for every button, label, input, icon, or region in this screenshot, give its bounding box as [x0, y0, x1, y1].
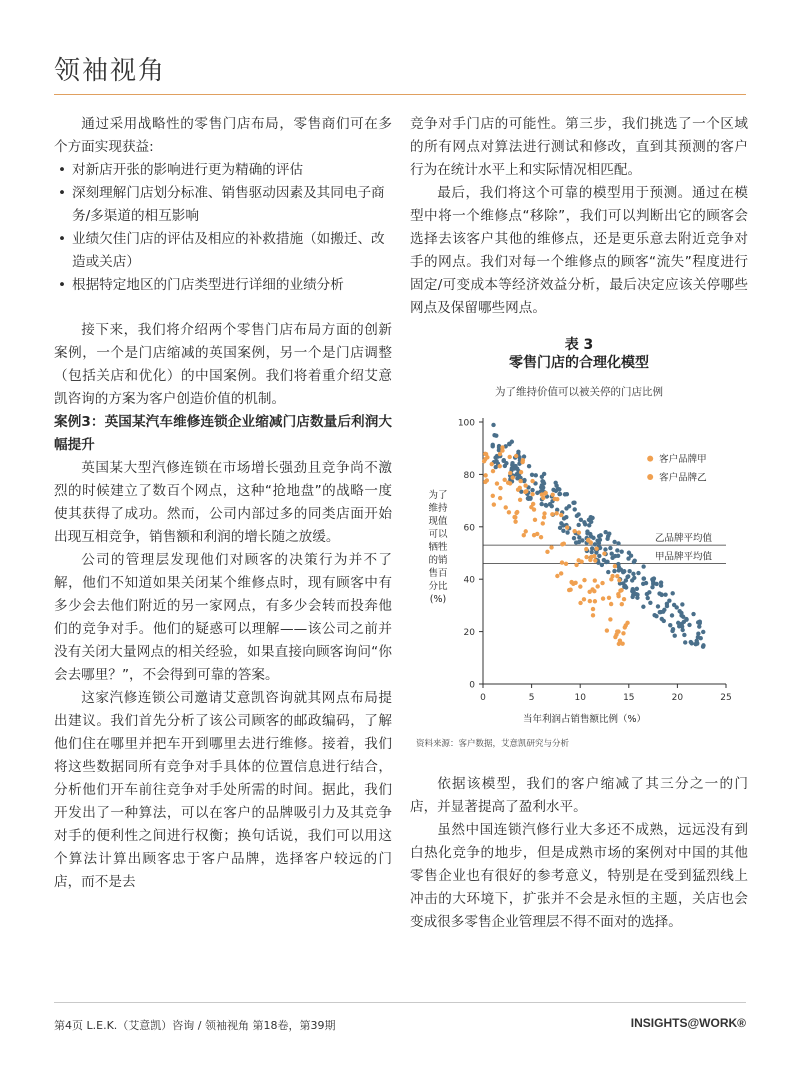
series-a-point: [585, 529, 589, 533]
series-b-point: [530, 479, 534, 483]
series-b-point: [568, 588, 572, 592]
series-b-point: [600, 581, 604, 585]
series-b-point: [589, 555, 593, 559]
series-a-point: [565, 492, 569, 496]
y-axis-label-line: (%): [429, 594, 447, 605]
y-axis-label-line: 售百: [428, 568, 448, 579]
series-a-point: [616, 541, 620, 545]
series-a-point: [636, 571, 640, 575]
series-a-point: [494, 465, 498, 469]
x-tick-label: 25: [720, 693, 732, 703]
series-b-point: [555, 574, 559, 578]
series-a-point: [631, 587, 635, 591]
footer-divider: [54, 1002, 746, 1003]
series-b-point: [605, 628, 609, 632]
table-number: 表 3: [564, 337, 594, 353]
left-column: [54, 113, 392, 894]
page-title: 领袖视角: [54, 56, 167, 86]
chart-heading: [410, 336, 748, 399]
series-a-point: [617, 568, 621, 572]
series-a-point: [530, 473, 534, 477]
bullet-icon: •: [58, 185, 67, 201]
series-a-point: [690, 641, 694, 645]
series-b-point: [490, 462, 494, 466]
series-a-point: [665, 604, 669, 608]
series-a-point: [562, 516, 566, 520]
series-a-point: [530, 488, 534, 492]
series-a-point: [695, 639, 699, 643]
series-b-point: [518, 486, 522, 490]
series-a-point: [582, 520, 586, 524]
series-a-point: [696, 631, 700, 635]
series-a-point: [670, 613, 674, 617]
series-a-point: [501, 459, 505, 463]
series-b-point: [533, 518, 537, 522]
series-a-point: [559, 521, 563, 525]
series-b-point: [593, 599, 597, 603]
series-b-point: [578, 601, 582, 605]
legend-label-b: 客户品牌乙: [659, 472, 707, 484]
series-b-point: [550, 512, 554, 516]
series-a-point: [615, 548, 619, 552]
series-b-point: [524, 529, 528, 533]
series-b-point: [498, 486, 502, 490]
series-b-point: [574, 563, 578, 567]
y-axis-label-line: 为了: [428, 490, 448, 501]
series-b-point: [620, 641, 624, 645]
paragraph: 竞争对手门店的可能性。第三步，我们挑选了一个区域的所有网点对算法进行测试和修改，直到其预测的客户行为在统计水平上和实际情况相匹配。: [410, 116, 748, 178]
right-column: [410, 113, 748, 320]
series-a-point: [604, 560, 608, 564]
series-b-point: [492, 502, 496, 506]
series-b-point: [529, 505, 533, 509]
series-b-point: [590, 587, 594, 591]
paragraph: 最后，我们将这个可靠的模型用于预测。通过在模型中将一个维修点“移除”，我们可以判断出它的顾客会选择去该客户其他的维修点，还是更乐意去附近竞争对手的网点。我们对每一个维修点的顾客“流失”程度进行固定/可变成本等经济效益分析，最后决定应该关停哪些网点及保留哪些网点。: [410, 185, 748, 316]
chart-source: 资料来源：客户数据，艾意凯研究与分析: [416, 739, 570, 749]
series-b-point: [500, 445, 504, 449]
series-a-point: [630, 578, 634, 582]
series-a-point: [598, 538, 602, 542]
y-tick-label: 80: [463, 470, 475, 481]
series-b-point: [504, 505, 508, 509]
series-b-point: [613, 564, 617, 568]
series-a-point: [656, 604, 660, 608]
series-a-point: [603, 530, 607, 534]
series-b-point: [518, 498, 522, 502]
series-a-point: [672, 603, 676, 607]
series-a-point: [590, 546, 594, 550]
series-b-point: [560, 542, 564, 546]
series-b-point: [508, 471, 512, 475]
series-a-point: [558, 526, 562, 530]
series-a-point: [599, 533, 603, 537]
reference-line-label: 乙品牌平均值: [654, 533, 712, 545]
series-a-point: [535, 491, 539, 495]
series-a-point: [691, 612, 695, 616]
list-item: • 根据特定地区的门店类型进行详细的业绩分析: [54, 274, 392, 297]
series-b-point: [519, 470, 523, 474]
series-b-point: [559, 513, 563, 517]
series-a-point: [612, 569, 616, 573]
series-b-point: [569, 580, 573, 584]
series-a-point: [591, 536, 595, 540]
y-tick-label: 0: [469, 680, 475, 691]
series-a-point: [635, 596, 639, 600]
series-b-point: [602, 551, 606, 555]
series-a-point: [698, 621, 702, 625]
series-b-point: [498, 452, 502, 456]
series-b-point: [619, 588, 623, 592]
series-a-point: [606, 570, 610, 574]
series-a-point: [641, 582, 645, 586]
y-axis-label-line: 牺牲: [428, 542, 448, 553]
series-b-point: [498, 496, 502, 500]
series-b-point: [541, 521, 545, 525]
table-title: 零售门店的合理化模型: [509, 355, 649, 371]
series-a-point: [603, 547, 607, 551]
x-tick-label: 15: [623, 693, 635, 703]
series-a-point: [589, 520, 593, 524]
series-a-point: [593, 542, 597, 546]
series-a-point: [522, 478, 526, 482]
series-b-point: [550, 492, 554, 496]
series-a-point: [651, 577, 655, 581]
series-a-point: [575, 514, 579, 518]
series-a-point: [659, 592, 663, 596]
series-a-point: [612, 540, 616, 544]
series-a-point: [683, 640, 687, 644]
y-tick-label: 40: [463, 575, 475, 586]
bullet-icon: •: [58, 277, 67, 293]
series-b-point: [573, 581, 577, 585]
legend-label-a: 客户品牌甲: [659, 454, 707, 466]
series-b-point: [539, 535, 543, 539]
series-a-point: [627, 569, 631, 573]
series-a-point: [550, 504, 554, 508]
series-a-point: [641, 605, 645, 609]
series-b-point: [609, 577, 613, 581]
series-a-point: [576, 523, 580, 527]
paragraph: 这家汽修连锁公司邀请艾意凯咨询就其网点布局提出建议。我们首先分析了该公司顾客的邮政编码，了解他们住在哪里并把车开到哪里去进行维修。接着，我们将这些数据同所有竞争对手具体的位置信息进行结合，分析他们开车前往竞争对手处所需的时间。据此，我们开发出了一种算法，可以在客户的品牌吸引力及其竞争对手的便利性之间进行权衡；换句话说，我们可以用这个算法计算出顾客忠于客户品牌，选择客户较远的门店，而不是去: [54, 690, 392, 890]
series-b-point: [530, 492, 534, 496]
series-a-point: [687, 623, 691, 627]
series-a-point: [571, 501, 575, 505]
series-a-point: [622, 569, 626, 573]
series-b-point: [543, 492, 547, 496]
series-a-point: [572, 536, 576, 540]
series-b-point: [616, 592, 620, 596]
series-a-point: [510, 461, 514, 465]
y-tick-label: 100: [457, 418, 475, 429]
series-a-point: [659, 580, 663, 584]
series-a-point: [631, 572, 635, 576]
series-a-point: [673, 634, 677, 638]
footer-citation: 第4页 L.E.K.（艾意凯）咨询 / 领袖视角 第18卷，第39期: [54, 1019, 336, 1032]
series-b-point: [506, 481, 510, 485]
series-a-point: [635, 587, 639, 591]
series-b-point: [523, 483, 527, 487]
series-b-point: [582, 597, 586, 601]
list-item: • 业绩欠佳门店的评估及相应的补救措施（如搬迁、改造或关店）: [54, 228, 392, 274]
series-a-point: [670, 591, 674, 595]
paragraph: 依据该模型，我们的客户缩减了其三分之一的门店，并显著提高了盈利水平。: [410, 776, 748, 815]
series-a-point: [558, 492, 562, 496]
series-b-point: [595, 584, 599, 588]
series-a-point: [608, 546, 612, 550]
series-b-point: [532, 533, 536, 537]
series-b-point: [513, 519, 517, 523]
series-b-point: [601, 596, 605, 600]
series-b-point: [615, 574, 619, 578]
series-a-point: [684, 617, 688, 621]
series-a-point: [539, 485, 543, 489]
series-a-point: [670, 629, 674, 633]
scatter-chart-svg: [416, 400, 748, 750]
series-a-point: [574, 540, 578, 544]
series-b-point: [572, 529, 576, 533]
series-a-point: [677, 609, 681, 613]
series-a-point: [494, 433, 498, 437]
series-b-point: [514, 454, 518, 458]
y-axis-label-line: 可以: [428, 529, 448, 540]
series-b-point: [609, 602, 613, 606]
series-a-point: [633, 558, 637, 562]
series-b-point: [559, 571, 563, 575]
series-b-point: [483, 473, 487, 477]
series-b-point: [613, 635, 617, 639]
series-a-point: [701, 630, 705, 634]
scatter-chart: [416, 400, 748, 750]
series-b-point: [502, 478, 506, 482]
series-a-point: [534, 473, 538, 477]
series-a-point: [600, 563, 604, 567]
series-a-point: [542, 472, 546, 476]
y-axis-label-line: 现值: [428, 516, 448, 527]
series-a-point: [527, 464, 531, 468]
series-b-point: [594, 546, 598, 550]
series-b-point: [564, 562, 568, 566]
series-b-point: [625, 621, 629, 625]
series-b-point: [591, 613, 595, 617]
series-b-point: [582, 578, 586, 582]
series-b-point: [584, 547, 588, 551]
series-a-point: [677, 624, 681, 628]
series-a-point: [573, 507, 577, 511]
series-b-point: [593, 578, 597, 582]
series-a-point: [641, 564, 645, 568]
series-a-point: [554, 489, 558, 493]
series-a-point: [539, 502, 543, 506]
series-b-point: [607, 596, 611, 600]
series-b-point: [617, 578, 621, 582]
series-b-point: [498, 464, 502, 468]
series-a-point: [662, 619, 666, 623]
series-b-point: [584, 555, 588, 559]
header-divider: [54, 94, 746, 95]
paragraph: 公司的管理层发现他们对顾客的决策行为并不了解，他们不知道如果关闭某个维修点时，现有顾客中有多少会去他们附近的另一家网点，有多少会转而投奔他们的竞争对手。他们的疑惑可以理解——该公司之前并没有关闭大量网点的相关经验，如果直接向顾客询问“你会去哪里？”，不会得到可靠的答案。: [54, 552, 392, 683]
series-a-point: [491, 444, 495, 448]
series-a-point: [553, 481, 557, 485]
series-b-point: [522, 533, 526, 537]
series-a-point: [659, 610, 663, 614]
series-b-point: [554, 511, 558, 515]
series-b-point: [518, 479, 522, 483]
series-b-point: [578, 584, 582, 588]
series-a-point: [650, 585, 654, 589]
series-b-point: [485, 455, 489, 459]
x-tick-label: 5: [528, 693, 535, 703]
right-column-lower: [410, 773, 748, 934]
series-b-point: [514, 511, 518, 515]
series-a-point: [507, 442, 511, 446]
paragraph: 虽然中国连锁汽修行业大多还不成熟，远远没有到白热化竞争的地步，但是成熟市场的案例对中国的其他零售企业也有很好的参考意义，特别是在受到猛烈线上冲击的大环境下，扩张并不会是永恒的主题，关店也会变成很多零售企业管理层不得不面对的选择。: [410, 822, 748, 930]
intro-paragraph: 通过采用战略性的零售门店布局，零售商们可在多个方面实现获益:: [54, 116, 392, 155]
series-a-point: [668, 623, 672, 627]
y-tick-label: 60: [463, 523, 475, 534]
legend-marker-b: [647, 474, 653, 480]
series-a-point: [564, 506, 568, 510]
series-b-point: [495, 481, 499, 485]
series-a-point: [626, 574, 630, 578]
series-b-point: [483, 480, 487, 484]
series-a-point: [491, 423, 495, 427]
series-b-point: [621, 631, 625, 635]
x-tick-label: 10: [574, 693, 586, 703]
x-tick-label: 20: [671, 693, 684, 703]
series-b-point: [555, 497, 559, 501]
list-item: • 深刻理解门店划分标准、销售驱动因素及其同电子商务/多渠道的相互影响: [54, 182, 392, 228]
series-a-point: [680, 628, 684, 632]
paragraph: 英国某大型汽修连锁在市场增长强劲且竞争尚不激烈的时候建立了数百个网点，这种“抢地盘”的战略一度使其获得了成功。然而，公司内部过多的同类店面开始出现互相竞争，销售额和利润的增长随之放缓。: [54, 460, 392, 545]
series-a-point: [641, 576, 645, 580]
series-a-point: [627, 551, 631, 555]
y-axis-label-line: 维持: [428, 503, 448, 514]
series-b-point: [491, 494, 495, 498]
series-b-point: [545, 550, 549, 554]
list-item: • 对新店开张的影响进行更为精确的评估: [54, 159, 392, 182]
series-a-point: [561, 529, 565, 533]
series-b-point: [593, 558, 597, 562]
series-a-point: [654, 614, 658, 618]
series-a-point: [542, 481, 546, 485]
series-b-point: [521, 458, 525, 462]
series-b-point: [542, 515, 546, 519]
series-a-point: [503, 464, 507, 468]
series-a-point: [580, 538, 584, 542]
bullet-icon: •: [58, 162, 67, 178]
series-b-point: [510, 475, 514, 479]
series-b-point: [560, 560, 564, 564]
series-a-point: [630, 595, 634, 599]
series-b-point: [565, 525, 569, 529]
reference-line-label: 甲品牌平均值: [654, 551, 712, 563]
y-axis-label-line: 的销: [428, 555, 448, 566]
legend-marker-b: [647, 456, 653, 462]
series-a-point: [613, 554, 617, 558]
y-axis-label-line: 分比: [428, 581, 448, 592]
series-a-point: [515, 466, 519, 470]
series-a-point: [544, 503, 548, 507]
series-a-point: [619, 549, 623, 553]
series-b-point: [508, 455, 512, 459]
series-a-point: [565, 530, 569, 534]
case-heading: 案例3：英国某汽车维修连锁企业缩减门店数量后利润大幅提升: [54, 414, 392, 453]
series-b-point: [608, 617, 612, 621]
series-b-point: [523, 490, 527, 494]
series-a-point: [682, 633, 686, 637]
chart-subtitle: 为了维持价值可以被关停的门店比例: [495, 386, 663, 398]
series-a-point: [579, 518, 583, 522]
series-b-point: [620, 602, 624, 606]
footer-brand: INSIGHTS@WORK®: [630, 1016, 746, 1030]
bullet-icon: •: [58, 231, 67, 247]
series-b-point: [576, 558, 580, 562]
x-axis-label: 当年利润占销售额比例（%）: [522, 714, 647, 725]
y-tick-label: 20: [463, 628, 475, 639]
series-a-point: [680, 602, 684, 606]
benefit-list: [54, 159, 392, 297]
x-tick-label: 0: [480, 693, 486, 703]
series-b-point: [507, 510, 511, 514]
series-a-point: [663, 592, 667, 596]
series-a-point: [597, 554, 601, 558]
paragraph: 接下来，我们将介绍两个零售门店布局方面的创新案例，一个是门店缩减的英国案例，另一个是门店调整（包括关店和优化）的中国案例。我们将着重介绍艾意凯咨询的方案为客户创造价值的机制。: [54, 322, 392, 407]
series-b-point: [513, 515, 517, 519]
series-b-point: [549, 545, 553, 549]
series-b-point: [589, 540, 593, 544]
series-a-point: [645, 592, 649, 596]
series-b-point: [542, 511, 546, 515]
series-b-point: [491, 469, 495, 473]
series-a-point: [626, 556, 630, 560]
series-b-point: [622, 597, 626, 601]
series-a-point: [679, 613, 683, 617]
series-a-point: [648, 601, 652, 605]
series-b-point: [577, 530, 581, 534]
series-b-point: [591, 607, 595, 611]
series-a-point: [701, 645, 705, 649]
series-a-point: [528, 496, 532, 500]
series-b-point: [588, 599, 592, 603]
series-a-point: [646, 596, 650, 600]
